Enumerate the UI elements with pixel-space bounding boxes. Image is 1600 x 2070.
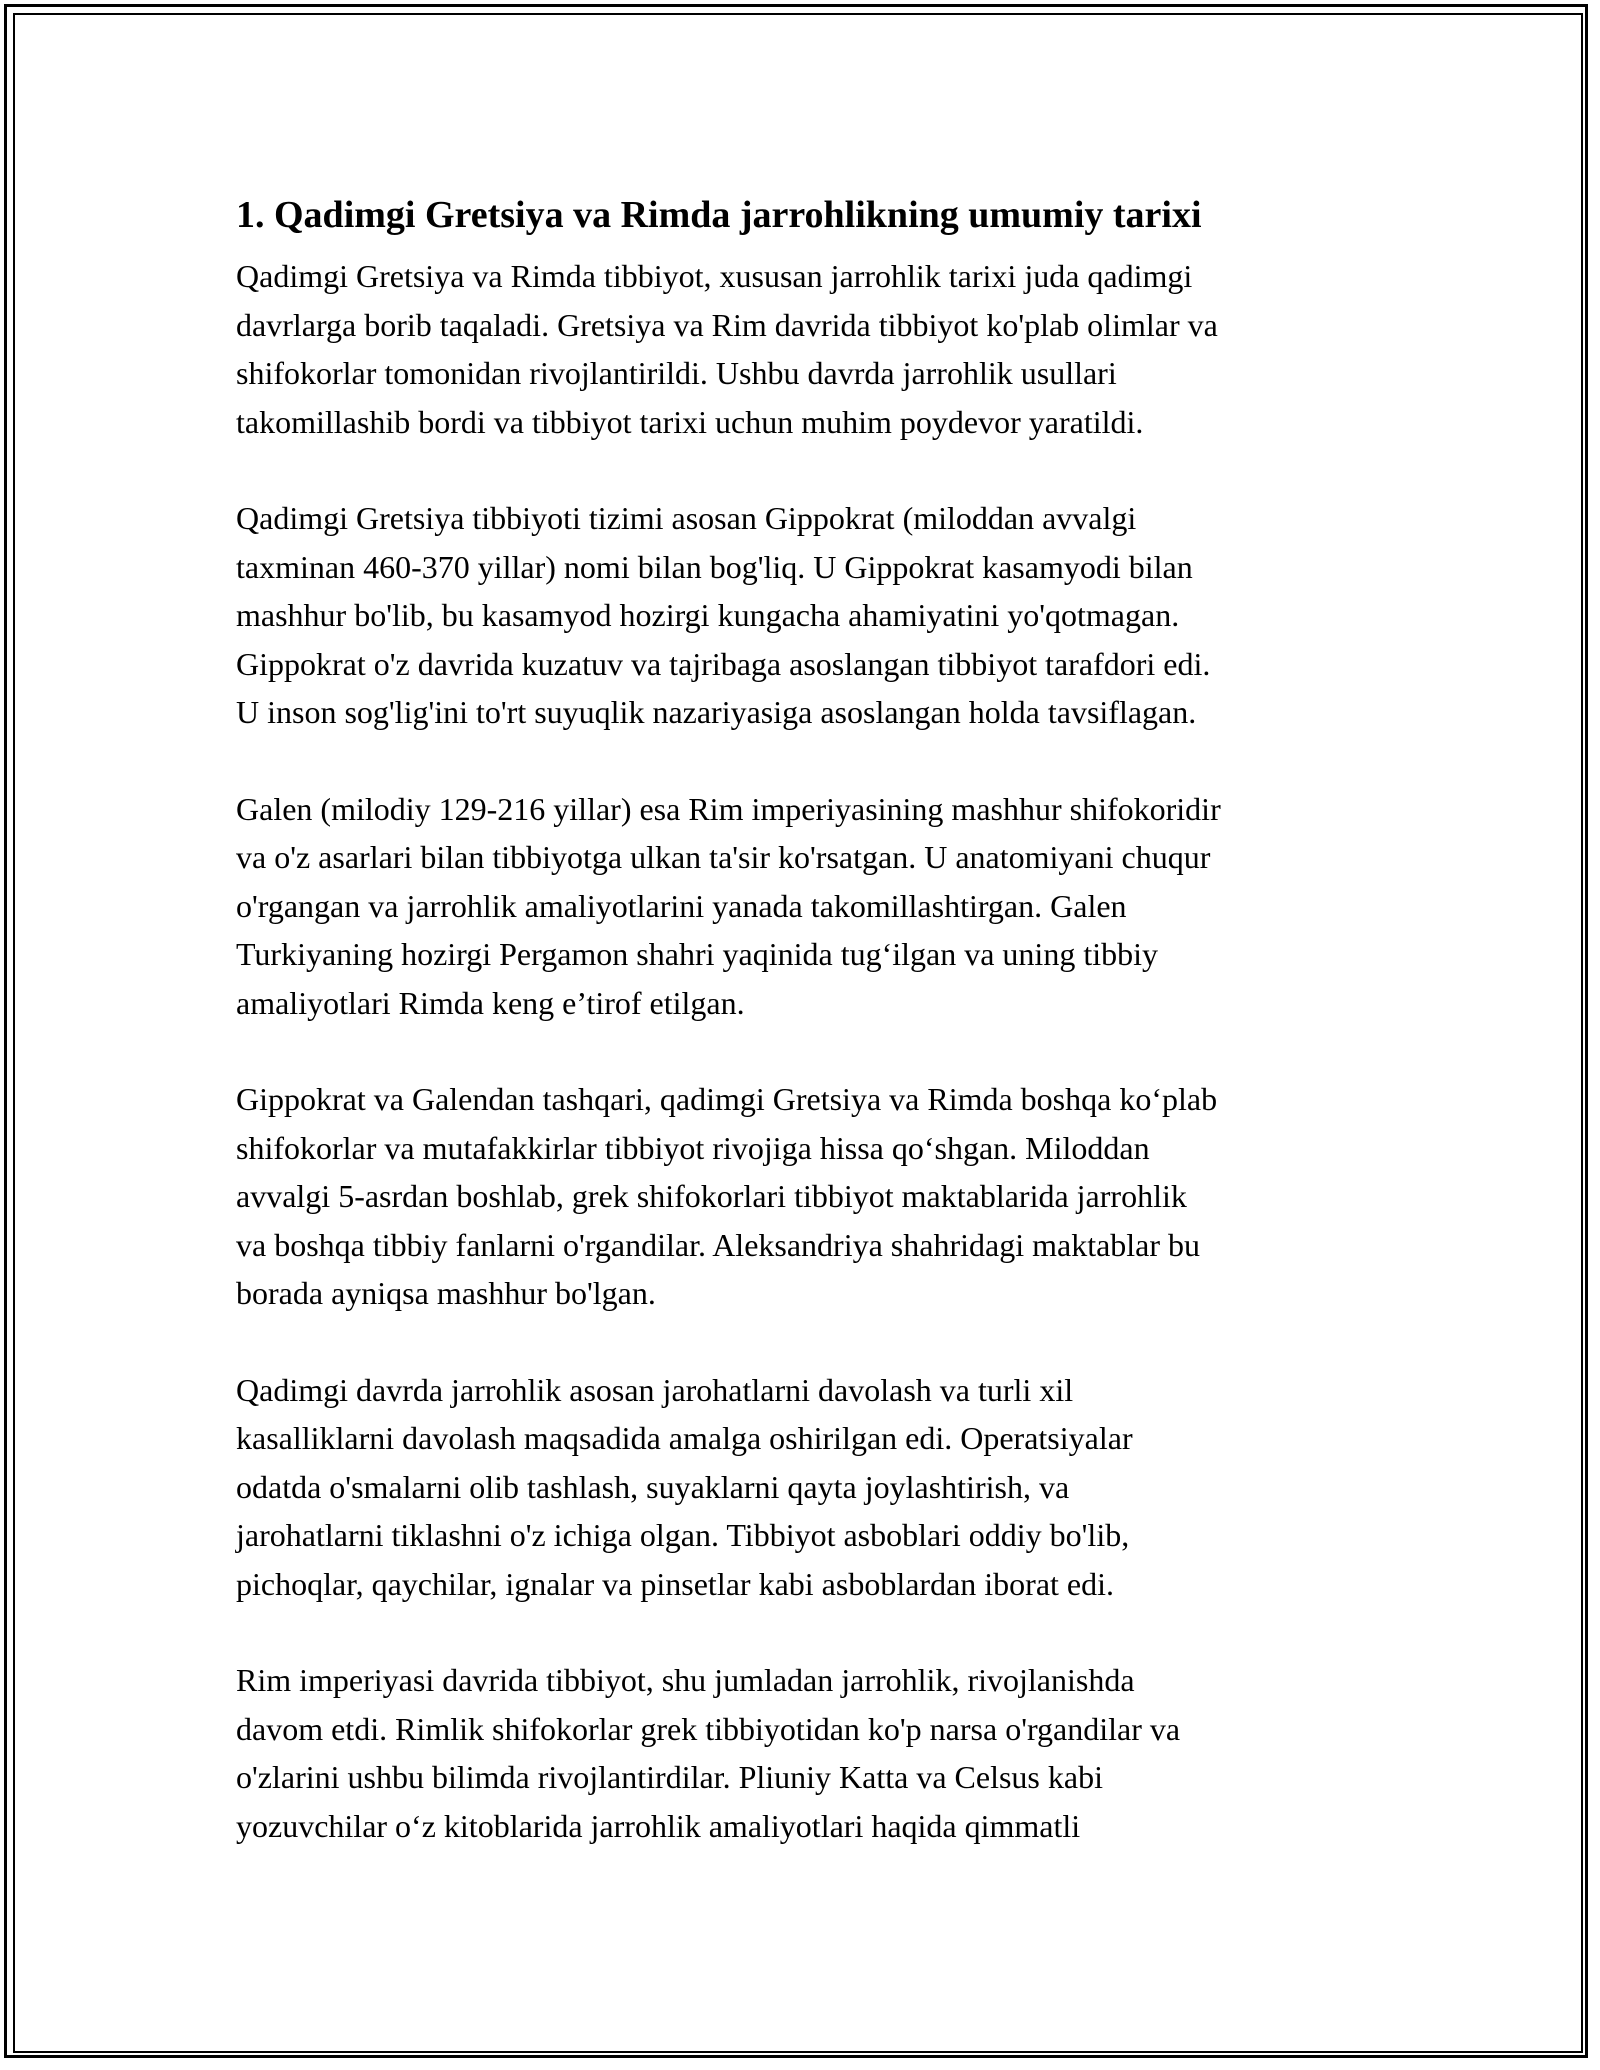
- text-line: Gippokrat va Galendan tashqari, qadimgi Gretsiya va Rimda boshqa ko‘plab: [236, 1081, 1218, 1117]
- text-line: jarohatlarni tiklashni o'z ichiga olgan. Tibbiyot asboblari oddiy bo'lib,: [236, 1517, 1130, 1553]
- text-line: odatda o'smalarni olib tashlash, suyaklarni qayta joylashtirish, va: [236, 1468, 1070, 1505]
- text-line: Rim imperiyasi davrida tibbiyot, shu jumladan jarrohlik, rivojlanishda: [236, 1662, 1135, 1698]
- text-line: o'zlarini ushbu bilimda rivojlantirdilar. Pliuniy Katta va Celsus kabi: [236, 1759, 1103, 1795]
- text-line: takomillashib bordi va tibbiyot tarixi uchun muhim poydevor yaratildi.: [236, 403, 1144, 440]
- paragraph-galen: [236, 785, 1376, 1028]
- paragraph-ancient-surgery: [236, 1366, 1376, 1609]
- text-line: davrlarga borib taqaladi. Gretsiya va Rim davrida tibbiyot ko'plab olimlar va: [236, 306, 1218, 343]
- text-line: Galen (milodiy 129-216 yillar) esa Rim imperiyasining mashhur shifokoridir: [236, 790, 1221, 827]
- paragraph-other-physicians: [236, 1075, 1376, 1318]
- text-line: taxminan 460-370 yillar) nomi bilan bog'liq. U Gippokrat kasamyodi bilan: [236, 548, 1193, 585]
- paragraph-intro: [236, 252, 1376, 446]
- text-line: amaliyotlari Rimda keng e’tirof etilgan.: [236, 984, 745, 1021]
- text-line: Qadimgi davrda jarrohlik asosan jarohatlarni davolash va turli xil: [236, 1371, 1074, 1408]
- text-line: Gippokrat o'z davrida kuzatuv va tajribaga asoslangan tibbiyot tarafdori edi.: [236, 645, 1211, 682]
- text-line: o'rgangan va jarrohlik amaliyotlarini yanada takomillashtirgan. Galen: [236, 887, 1127, 924]
- text-line: Qadimgi Gretsiya va Rimda tibbiyot, xususan jarrohlik tarixi juda qadimgi: [236, 258, 1193, 294]
- document-body: [236, 186, 1376, 1850]
- paragraph-roman-empire: [236, 1656, 1376, 1850]
- paragraph-hippocrates: [236, 494, 1376, 737]
- text-line: shifokorlar tomonidan rivojlantirildi. Ushbu davrda jarrohlik usullari: [236, 355, 1117, 391]
- text-line: pichoqlar, qaychilar, ignalar va pinsetlar kabi asboblardan iborat edi.: [236, 1565, 1114, 1602]
- text-line: borada ayniqsa mashhur bo'lgan.: [236, 1275, 656, 1311]
- text-line: yozuvchilar o‘z kitoblarida jarrohlik amaliyotlari haqida qimmatli: [236, 1807, 1081, 1844]
- text-line: avvalgi 5-asrdan boshlab, grek shifokorlari tibbiyot maktablarida jarrohlik: [236, 1178, 1187, 1214]
- text-line: mashhur bo'lib, bu kasamyod hozirgi kungacha ahamiyatini yo'qotmagan.: [236, 597, 1180, 633]
- text-line: Qadimgi Gretsiya tibbiyoti tizimi asosan Gippokrat (miloddan avvalgi: [236, 500, 1137, 536]
- text-line: va boshqa tibbiy fanlarni o'rgandilar. Aleksandriya shahridagi maktablar bu: [236, 1226, 1201, 1263]
- text-line: kasalliklarni davolash maqsadida amalga oshirilgan edi. Operatsiyalar: [236, 1420, 1133, 1456]
- text-line: shifokorlar va mutafakkirlar tibbiyot rivojiga hissa qo‘shgan. Miloddan: [236, 1129, 1150, 1166]
- text-line: davom etdi. Rimlik shifokorlar grek tibbiyotidan ko'p narsa o'rgandilar va: [236, 1710, 1181, 1747]
- text-line: U inson sog'lig'ini to'rt suyuqlik nazariyasiga asoslangan holda tavsiflagan.: [236, 694, 1197, 730]
- text-line: Turkiyaning hozirgi Pergamon shahri yaqinida tug‘ilgan va uning tibbiy: [236, 936, 1158, 972]
- text-line: va o'z asarlari bilan tibbiyotga ulkan ta'sir ko'rsatgan. U anatomiyani chuqur: [236, 839, 1211, 875]
- section-heading: 1. Qadimgi Gretsiya va Rimda jarrohlikning umumiy tarixi: [236, 194, 1202, 236]
